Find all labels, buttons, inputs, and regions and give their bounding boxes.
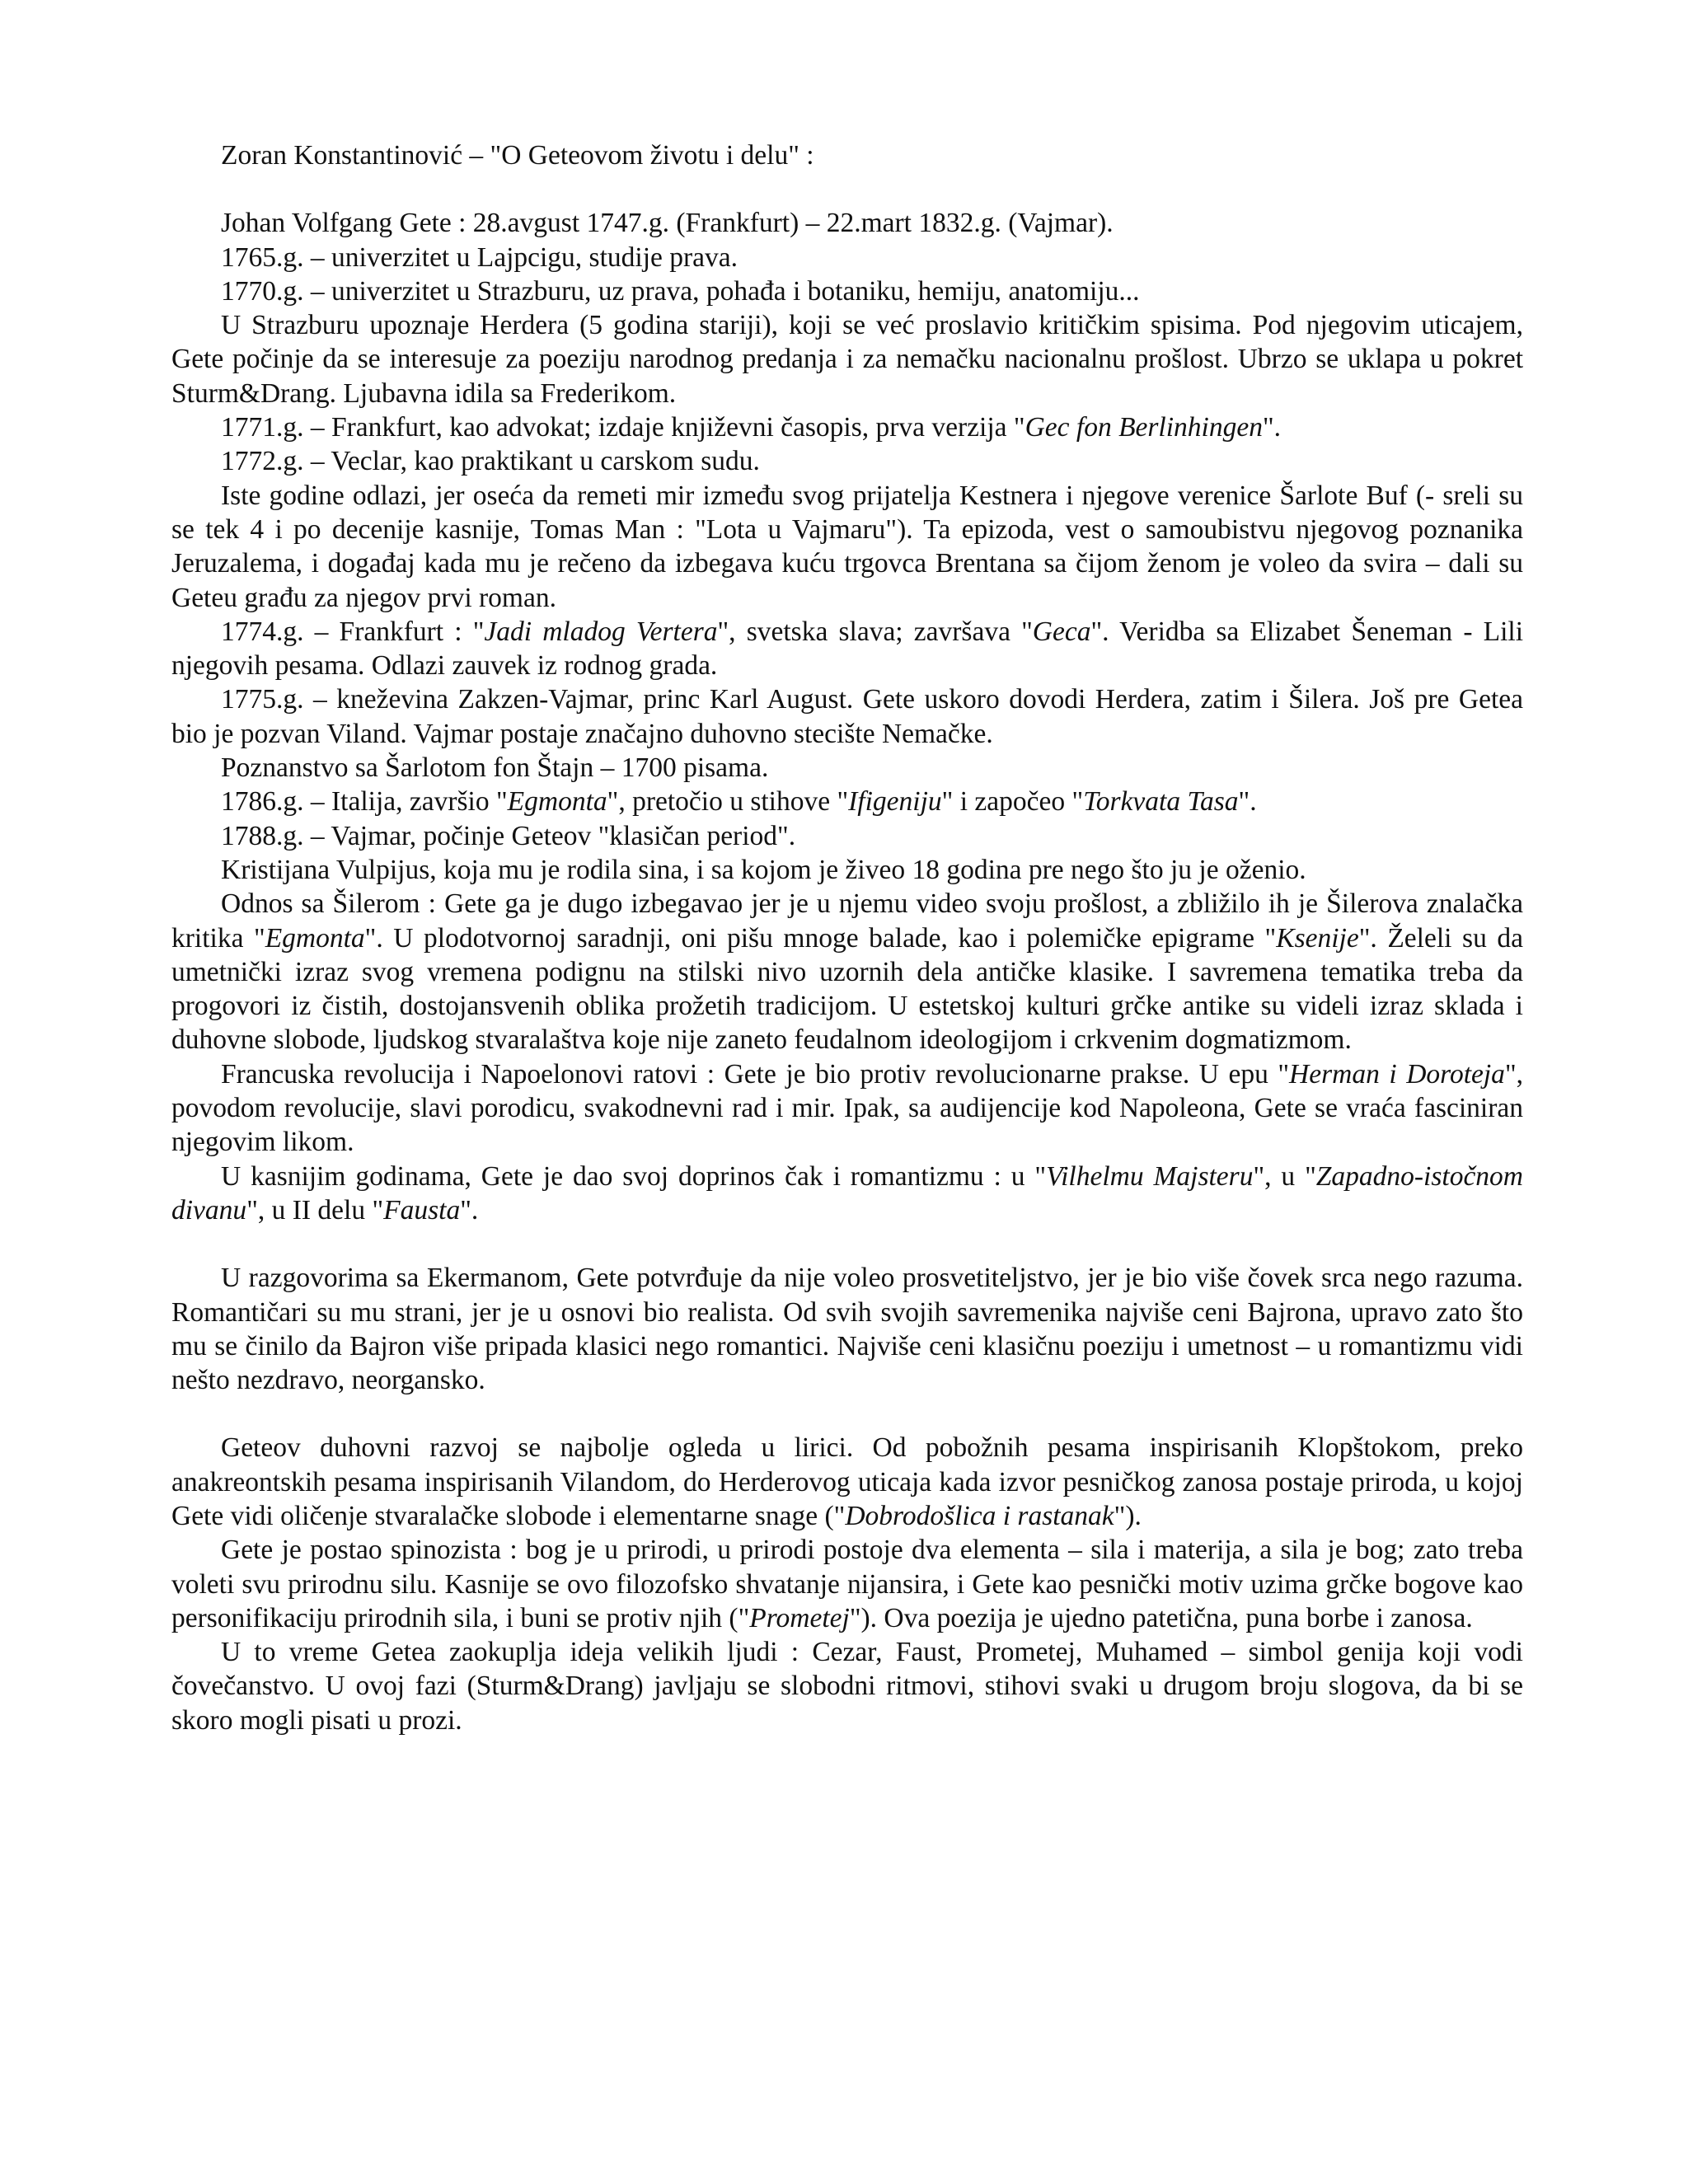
paragraph xyxy=(171,410,1523,444)
text-run: 1765.g. – univerzitet u Lajpcigu, studije prava. xyxy=(221,241,738,273)
text-run: U Strazburu upoznaje Herdera (5 godina stariji), koji se već proslavio kritičkim spisima. Pod njegovim uticajem, Gete počinje da se interesuje za poeziju narodnog predanja i za nemačku nacionalnu prošlost. Ubrzo se uklapa u pokret Sturm&Drang. Ljubavna idila sa Frederikom. xyxy=(171,310,1523,409)
paragraph xyxy=(171,1635,1523,1737)
paragraph xyxy=(171,479,1523,615)
text-run: Poznanstvo sa Šarlotom fon Štajn – 1700 pisama. xyxy=(221,752,769,784)
text-run: ". xyxy=(1262,412,1282,443)
text-run: "). Ova poezija je ujedno patetična, puna borbe i zanosa. xyxy=(849,1602,1473,1633)
paragraph xyxy=(171,785,1523,818)
text-run: ", pretočio u stihove " xyxy=(607,786,849,818)
text-run: ", povodom revolucije, slavi porodicu, svakodnevni rad i mir. Ipak, sa audijencije kod Napoleona, Gete se vraća fasciniran njegovim likom. xyxy=(171,1058,1523,1158)
paragraph xyxy=(171,1533,1523,1635)
text-run: ". xyxy=(460,1194,479,1226)
text-run: U to vreme Getea zaokuplja ideja velikih ljudi : Cezar, Faust, Prometej, Muhamed – simbol genija koji vodi čovečanstvo. U ovoj fazi (Sturm&Drang) javljaju se slobodni ritmovi, stihovi svaki u drugom broju slogova, da bi se skoro mogli pisati u prozi. xyxy=(171,1637,1523,1736)
italic-title: Jadi mladog Vertera xyxy=(484,616,718,647)
paragraph xyxy=(171,274,1523,308)
text-run: " i započeo " xyxy=(941,786,1084,818)
spacer xyxy=(171,1397,1523,1431)
text-run: Iste godine odlazi, jer oseća da remeti mir između svog prijatelja Kestnera i njegove verenice Šarlote Buf (- sreli su se tek 4 i po decenije kasnije, Tomas Man : "Lota u Vajmaru"). Ta epizoda, vest o samoubistvu njegovog poznanika Jeruzalema, i događaj kada mu je rečeno da izbegava kuću trgovca Brentana sa čijom ženom je voleo da svira – dali su Geteu građu za njegov prvi roman. xyxy=(171,480,1523,613)
text-run: "). xyxy=(1114,1500,1142,1531)
text-run: 1786.g. – Italija, završio " xyxy=(221,786,508,818)
paragraph xyxy=(171,1261,1523,1397)
paragraph xyxy=(171,241,1523,274)
italic-title: Geca xyxy=(1032,616,1091,647)
italic-title: Dobrodošlica i rastanak xyxy=(845,1500,1114,1531)
text-run: Johan Volfgang Gete : 28.avgust 1747.g. (Frankfurt) – 22.mart 1832.g. (Vajmar). xyxy=(221,208,1114,239)
italic-title: Zapadno-istočnom divanu xyxy=(171,1160,1523,1226)
italic-title: Ksenije xyxy=(1276,922,1359,954)
text-run: ". Veridba sa Elizabet Šeneman - Lili njegovih pesama. Odlazi zauvek iz rodnog grada. xyxy=(171,616,1524,682)
text-run: Odnos sa Šilerom : Gete ga je dugo izbegavao jer je u njemu video svoju prošlost, a zbližilo ih je Šilerova znalačka kritika " xyxy=(171,888,1523,954)
text-run: Gete je postao spinozista : bog je u prirodi, u prirodi postoje dva elementa – sila i materija, a sila je bog; zato treba voleti svu prirodnu silu. Kasnije se ovo filozofsko shvatanje nijansira, i Gete kao pesnički motiv uzima grčke bogove kao personifikaciju prirodnih sila, i buni se protiv njih (" xyxy=(171,1535,1523,1633)
text-run: ". xyxy=(1238,786,1257,818)
italic-title: Fausta xyxy=(383,1194,461,1226)
italic-title: Egmonta xyxy=(265,922,365,954)
document-body xyxy=(171,206,1523,1737)
paragraph xyxy=(171,819,1523,853)
paragraph xyxy=(171,1160,1523,1228)
text-run: 1774.g. – Frankfurt : " xyxy=(221,616,485,647)
text-run: ". Želeli su da umetnički izraz svog vremena podignu na stilski nivo uzornih dela antičke klasike. I savremena tematika treba da progovori iz čistih, dostojansvenih oblika prožetih tradicijom. U estetskoj kulturi grčke antike su videli izraz sklada i duhovne slobode, ljudskog stvaralaštva koje nije zaneto feudalnom ideologijom i crkvenim dogmatizmom. xyxy=(171,922,1523,1056)
paragraph xyxy=(171,887,1523,1057)
paragraph xyxy=(171,308,1523,410)
text-run: Francuska revolucija i Napoelonovi ratovi : Gete je bio protiv revolucionarne prakse. U epu " xyxy=(221,1058,1290,1090)
paragraph xyxy=(171,1057,1523,1160)
text-run: 1770.g. – univerzitet u Strazburu, uz prava, pohađa i botaniku, hemiju, anatomiju... xyxy=(221,275,1140,307)
text-run: ", u " xyxy=(1253,1160,1316,1192)
paragraph xyxy=(171,444,1523,478)
italic-title: Vilhelmu Majsteru xyxy=(1046,1160,1254,1192)
spacer xyxy=(171,1227,1523,1261)
spacer xyxy=(171,172,1523,206)
document-title: Zoran Konstantinović – "O Geteovom životu i delu" : xyxy=(221,140,814,171)
paragraph xyxy=(171,853,1523,887)
paragraph xyxy=(171,682,1523,751)
italic-title: Herman i Doroteja xyxy=(1289,1058,1505,1090)
text-run: 1771.g. – Frankfurt, kao advokat; izdaje književni časopis, prva verzija " xyxy=(221,412,1025,443)
paragraph xyxy=(171,1431,1523,1533)
italic-title: Prometej xyxy=(749,1602,850,1633)
text-run: U kasnijim godinama, Gete je dao svoj doprinos čak i romantizmu : u " xyxy=(221,1160,1047,1192)
text-run: 1772.g. – Veclar, kao praktikant u carskom sudu. xyxy=(221,446,760,477)
paragraph xyxy=(171,615,1523,683)
text-run: U razgovorima sa Ekermanom, Gete potvrđuje da nije voleo prosvetiteljstvo, jer je bio više čovek srca nego razuma. Romantičari su mu strani, jer je u osnovi bio realista. Od svih svojih savremenika najviše ceni Bajrona, upravo zato što mu se činilo da Bajron više pripada klasici nego romantici. Najviše ceni klasičnu poeziju i umetnost – u romantizmu vidi nešto nezdravo, neorgansko. xyxy=(171,1263,1523,1396)
italic-title: Gec fon Berlinhingen xyxy=(1025,412,1263,443)
text-run: Geteov duhovni razvoj se najbolje ogleda u lirici. Od pobožnih pesama inspirisanih Klopštokom, preko anakreontskih pesama inspirisanih Vilandom, do Herderovog uticaja kada izvor pesničkog zanosa postaje priroda, u kojoj Gete vidi oličenje stvaralačke slobode i elementarne snage (" xyxy=(171,1432,1523,1531)
paragraph xyxy=(171,751,1523,785)
text-run: ", svetska slava; završava " xyxy=(717,616,1033,647)
paragraph xyxy=(171,206,1523,240)
italic-title: Ifigeniju xyxy=(848,786,942,818)
italic-title: Egmonta xyxy=(507,786,607,818)
text-run: ". U plodotvornoj saradnji, oni pišu mnoge balade, kao i polemičke epigrame " xyxy=(364,922,1277,954)
italic-title: Torkvata Tasa xyxy=(1083,786,1239,818)
text-run: 1788.g. – Vajmar, počinje Geteov "klasičan period". xyxy=(221,820,796,851)
text-run: ", u II delu " xyxy=(246,1194,384,1226)
text-run: Kristijana Vulpijus, koja mu je rodila sina, i sa kojom je živeo 18 godina pre nego što ju je oženio. xyxy=(221,854,1306,885)
text-run: 1775.g. – kneževina Zakzen-Vajmar, princ Karl August. Gete uskoro dovodi Herdera, zatim i Šilera. Još pre Getea bio je pozvan Viland. Vajmar postaje značajno duhovno stecište Nemačke. xyxy=(171,684,1523,749)
document-page xyxy=(171,138,1523,1737)
